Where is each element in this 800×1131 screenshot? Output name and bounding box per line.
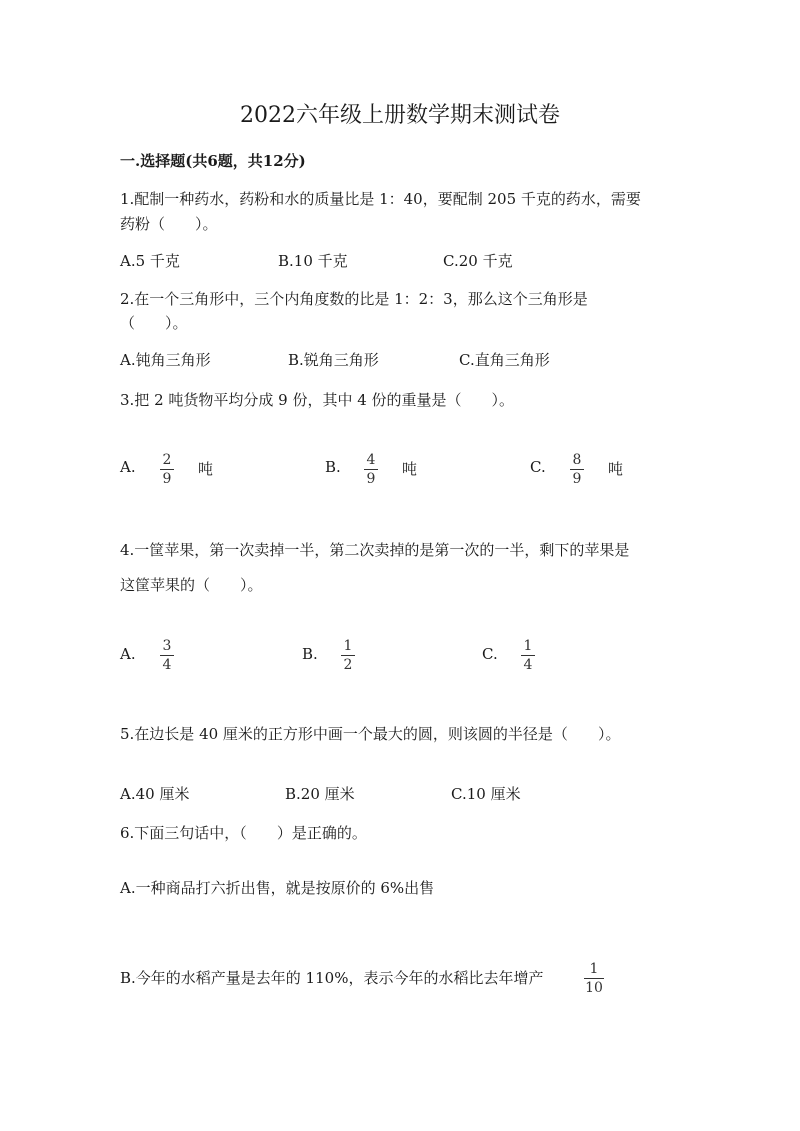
- fraction-numerator: 1: [523, 638, 533, 654]
- q3-option-c-fraction: [570, 452, 584, 487]
- fraction-bar: [160, 469, 174, 470]
- q3-option-c-label: C.: [530, 458, 546, 476]
- q2-option-c: C.直角三角形: [459, 351, 550, 369]
- q3-option-b-fraction: [364, 452, 378, 487]
- q6-option-a: A.一种商品打六折出售，就是按原价的 6%出售: [120, 879, 435, 897]
- fraction-denominator: 2: [343, 657, 353, 673]
- fraction-numerator: 3: [162, 638, 172, 654]
- fraction-numerator: 8: [572, 452, 582, 468]
- question-2-line-2: （ ）。: [120, 314, 188, 332]
- fraction-numerator: 1: [343, 638, 353, 654]
- q4-option-c-fraction: [521, 638, 535, 673]
- q3-option-b-label: B.: [325, 458, 341, 476]
- q4-option-c-label: C.: [482, 645, 498, 663]
- fraction-numerator: 1: [589, 961, 599, 977]
- fraction-denominator: 4: [162, 657, 172, 673]
- q1-option-c: C.20 千克: [443, 252, 513, 270]
- fraction-denominator: 9: [366, 471, 376, 487]
- page-title: 2022六年级上册数学期末测试卷: [240, 103, 560, 128]
- fraction-denominator: 10: [585, 980, 603, 996]
- question-6: 6.下面三句话中，（ ）是正确的。: [120, 824, 367, 842]
- fraction-bar: [521, 655, 535, 656]
- fraction-bar: [570, 469, 584, 470]
- question-4-line-1: 4.一筐苹果，第一次卖掉一半，第二次卖掉的是第一次的一半，剩下的苹果是: [120, 541, 630, 559]
- question-3: 3.把 2 吨货物平均分成 9 份，其中 4 份的重量是（ ）。: [120, 391, 515, 409]
- question-1-line-1: 1.配制一种药水，药粉和水的质量比是 1：40，要配制 205 千克的药水，需要: [120, 190, 641, 208]
- q4-option-b-label: B.: [302, 645, 318, 663]
- fraction-bar: [341, 655, 355, 656]
- q4-option-b-fraction: [341, 638, 355, 673]
- fraction-bar: [364, 469, 378, 470]
- q4-option-a-label: A.: [120, 645, 136, 663]
- fraction-denominator: 9: [162, 471, 172, 487]
- fraction-denominator: 4: [523, 657, 533, 673]
- q2-option-b: B.锐角三角形: [288, 351, 379, 369]
- q1-option-b: B.10 千克: [278, 252, 348, 270]
- q5-option-a: A.40 厘米: [120, 785, 190, 803]
- question-2-line-1: 2.在一个三角形中，三个内角度数的比是 1：2：3，那么这个三角形是: [120, 290, 588, 308]
- q3-option-a-label: A.: [120, 458, 136, 476]
- question-5: 5.在边长是 40 厘米的正方形中画一个最大的圆，则该圆的半径是（ ）。: [120, 725, 621, 743]
- q6-option-b: B.今年的水稻产量是去年的 110%，表示今年的水稻比去年增产: [120, 969, 544, 987]
- q5-option-c: C.10 厘米: [451, 785, 521, 803]
- fraction-denominator: 9: [572, 471, 582, 487]
- section-heading: 一.选择题(共6题，共12分): [120, 152, 306, 170]
- q4-option-a-fraction: [160, 638, 174, 673]
- q5-option-b: B.20 厘米: [285, 785, 355, 803]
- question-1-line-2: 药粉（ ）。: [120, 215, 218, 233]
- fraction-numerator: 4: [366, 452, 376, 468]
- q3-option-c-unit: 吨: [608, 460, 624, 478]
- q3-option-b-unit: 吨: [402, 460, 418, 478]
- q3-option-a-unit: 吨: [198, 460, 214, 478]
- fraction-bar: [584, 978, 604, 979]
- fraction-bar: [160, 655, 174, 656]
- q3-option-a-fraction: [160, 452, 174, 487]
- q1-option-a: A.5 千克: [120, 252, 180, 270]
- question-4-line-2: 这筐苹果的（ ）。: [120, 576, 263, 594]
- fraction-numerator: 2: [162, 452, 172, 468]
- q6-option-b-fraction: [584, 961, 604, 996]
- q2-option-a: A.钝角三角形: [120, 351, 211, 369]
